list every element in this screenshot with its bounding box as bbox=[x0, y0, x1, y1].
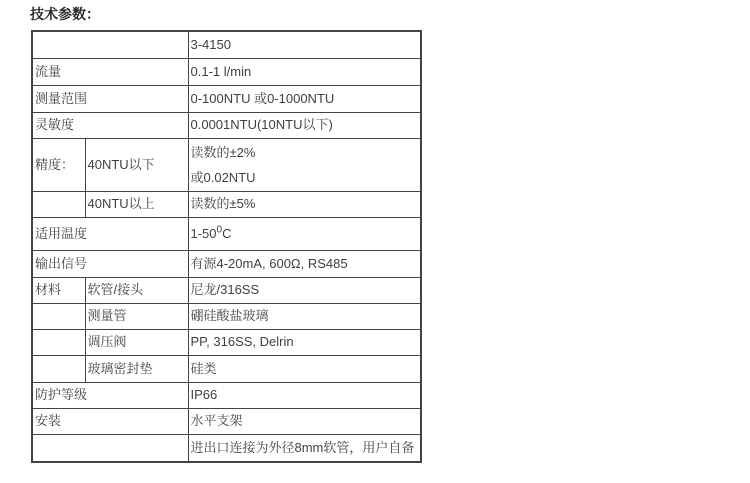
spec-row-model bbox=[32, 31, 421, 58]
value-part: C bbox=[222, 225, 232, 241]
label-cell: 防护等级 bbox=[32, 382, 188, 408]
value-cell: 尼龙/316SS bbox=[188, 277, 421, 303]
label-cell: 安装 bbox=[32, 408, 188, 434]
label-cell bbox=[32, 355, 85, 382]
spec-row-flow bbox=[32, 58, 421, 85]
value-superscript: 0 bbox=[216, 224, 223, 236]
spec-table bbox=[31, 30, 422, 463]
sub-label-cell: 测量管 bbox=[85, 303, 188, 329]
value-part: 1-50 bbox=[190, 225, 217, 241]
value-cell: 0.0001NTU(10NTU以下) bbox=[188, 112, 421, 138]
spec-row-sensitivity bbox=[32, 112, 421, 138]
sub-label-cell: 40NTU以上 bbox=[85, 191, 188, 217]
spec-row-accuracy-high bbox=[32, 191, 421, 217]
label-cell bbox=[32, 329, 85, 355]
label-cell: 测量范围 bbox=[32, 85, 188, 112]
label-cell: 材料 bbox=[32, 277, 85, 303]
sub-label-cell: 调压阀 bbox=[85, 329, 188, 355]
label-cell: 流量 bbox=[32, 58, 188, 85]
value-line: 或0.02NTU bbox=[190, 169, 256, 185]
spec-row-accuracy-low bbox=[32, 138, 421, 191]
spec-row-connection bbox=[32, 434, 421, 462]
label-cell: 适用温度 bbox=[32, 217, 188, 250]
value-cell: 进出口连接为外径8mm软管，用户自备 bbox=[188, 434, 421, 462]
sub-label-cell: 软管/接头 bbox=[85, 277, 188, 303]
label-cell: 输出信号 bbox=[32, 250, 188, 277]
value-cell: 水平支架 bbox=[188, 408, 421, 434]
value-cell: 0-100NTU 或0-1000NTU bbox=[188, 85, 421, 112]
spec-row-mounting bbox=[32, 408, 421, 434]
sub-label-cell: 玻璃密封垫 bbox=[85, 355, 188, 382]
value-cell: IP66 bbox=[188, 382, 421, 408]
value-cell: 有源4-20mA, 600Ω, RS485 bbox=[188, 250, 421, 277]
spec-row-material-gasket bbox=[32, 355, 421, 382]
label-cell: 灵敏度 bbox=[32, 112, 188, 138]
value-cell bbox=[188, 138, 421, 191]
spec-row-material-valve bbox=[32, 329, 421, 355]
section-title: 技术参数： bbox=[30, 6, 100, 22]
label-cell bbox=[32, 31, 188, 58]
spec-row-range bbox=[32, 85, 421, 112]
spec-row-output bbox=[32, 250, 421, 277]
value-cell: 读数的±5% bbox=[188, 191, 421, 217]
value-line: 读数的±2% bbox=[190, 144, 256, 160]
label-cell bbox=[32, 434, 188, 462]
spec-row-temperature bbox=[32, 217, 421, 250]
value-cell: 硼硅酸盐玻璃 bbox=[188, 303, 421, 329]
value-cell: 0.1-1 l/min bbox=[188, 58, 421, 85]
label-cell bbox=[32, 303, 85, 329]
value-cell: 3-4150 bbox=[188, 31, 421, 58]
value-cell bbox=[188, 217, 421, 250]
spec-row-material-tube bbox=[32, 303, 421, 329]
sub-label-cell: 40NTU以下 bbox=[85, 138, 188, 191]
value-cell: PP, 316SS, Delrin bbox=[188, 329, 421, 355]
spec-row-protection bbox=[32, 382, 421, 408]
spec-row-material-tubing bbox=[32, 277, 421, 303]
value-cell: 硅类 bbox=[188, 355, 421, 382]
label-cell bbox=[32, 191, 85, 217]
label-cell: 精度： bbox=[32, 138, 85, 191]
